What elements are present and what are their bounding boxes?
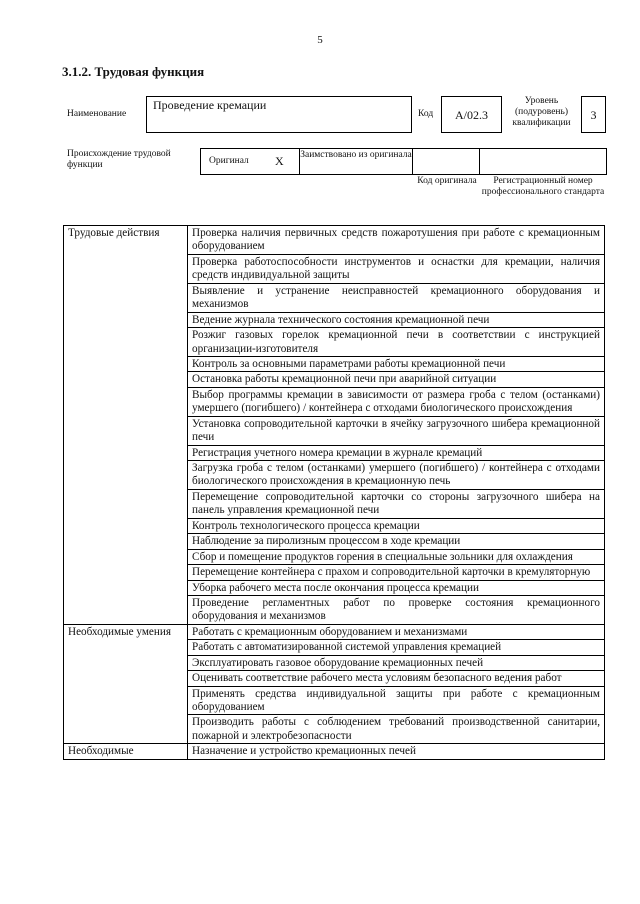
level-field: [581, 96, 606, 133]
item-cell: Контроль за основными параметрами работы кремационной печи: [188, 356, 605, 371]
table-row: [64, 640, 605, 655]
category-cell: [64, 655, 188, 670]
table-row: [64, 549, 605, 564]
category-cell: [64, 445, 188, 460]
category-cell: [64, 387, 188, 416]
table-row: [64, 226, 605, 255]
item-cell: Остановка работы кремационной печи при аварийной ситуации: [188, 372, 605, 387]
category-cell: [64, 461, 188, 490]
item-cell: Регистрация учетного номера кремации в журнале кремаций: [188, 445, 605, 460]
code-original-label: Код оригинала: [417, 176, 477, 186]
code-field: [441, 96, 502, 133]
table-row: [64, 565, 605, 580]
item-cell: Загрузка гроба с телом (останками) умершего (погибшего) / контейнера с отходами биологического происхождения в кремационную печь: [188, 461, 605, 490]
category-cell: [64, 312, 188, 327]
category-cell: [64, 686, 188, 715]
table-row: [64, 328, 605, 357]
item-cell: Наблюдение за пиролизным процессом в ходе кремации: [188, 534, 605, 549]
table-row: [64, 489, 605, 518]
item-cell: Работать с автоматизированной системой управления кремацией: [188, 640, 605, 655]
table-row: [64, 372, 605, 387]
category-cell: [64, 715, 188, 744]
table-row: [64, 595, 605, 624]
table-row: [64, 387, 605, 416]
table-row: [64, 518, 605, 533]
original-label: Оригинал: [209, 156, 249, 166]
item-cell: Перемещение сопроводительной карточки со стороны загрузочного шибера на панель управления кремационной печи: [188, 489, 605, 518]
category-cell: [64, 518, 188, 533]
category-cell: [64, 283, 188, 312]
item-cell: Уборка рабочего места после окончания процесса кремации: [188, 580, 605, 595]
table-row: [64, 655, 605, 670]
item-cell: Сбор и помещение продуктов горения в специальные зольники для охлаждения: [188, 549, 605, 564]
code-original-cell: [412, 148, 480, 175]
table-row: [64, 671, 605, 686]
reg-number-label: Регистрационный номер профессионального стандарта: [481, 176, 605, 197]
table-row: [64, 715, 605, 744]
category-cell: Необходимые: [64, 744, 188, 759]
item-cell: Назначение и устройство кремационных печей: [188, 744, 605, 759]
category-cell: [64, 356, 188, 371]
section-title: 3.1.2. Трудовая функция: [62, 64, 205, 79]
category-cell: [64, 580, 188, 595]
code-value: A/02.3: [455, 108, 488, 122]
borrowed-label: Заимствовано из оригинала: [300, 150, 412, 160]
table-row: [64, 416, 605, 445]
category-cell: Трудовые действия: [64, 226, 188, 255]
code-label: Код: [418, 109, 434, 119]
table-row: [64, 624, 605, 639]
table-row: [64, 356, 605, 371]
table-row: [64, 461, 605, 490]
item-cell: Проверка наличия первичных средств пожаротушения при работе с кремационным оборудованием: [188, 226, 605, 255]
category-cell: [64, 534, 188, 549]
original-cell: [200, 148, 300, 175]
category-cell: [64, 489, 188, 518]
item-cell: Перемещение контейнера с прахом и сопроводительной карточки в кремуляторную: [188, 565, 605, 580]
item-cell: Производить работы с соблюдением требований производственной санитарии, пожарной и электробезопасности: [188, 715, 605, 744]
table-row: [64, 686, 605, 715]
item-cell: Ведение журнала технического состояния кремационной печи: [188, 312, 605, 327]
function-table: [63, 225, 605, 760]
reg-number-cell: [479, 148, 607, 175]
category-cell: [64, 549, 188, 564]
name-field: [146, 96, 412, 133]
table-row: [64, 744, 605, 759]
item-cell: Выбор программы кремации в зависимости от размера гроба с телом (останками) умершего (погибшего) / контейнера с отходами биологического происхождения: [188, 387, 605, 416]
item-cell: Эксплуатировать газовое оборудование кремационных печей: [188, 655, 605, 670]
table-row: [64, 254, 605, 283]
category-cell: Необходимые умения: [64, 624, 188, 639]
name-label: Наименование: [67, 109, 127, 119]
table-row: [64, 312, 605, 327]
category-cell: [64, 640, 188, 655]
name-value: Проведение кремации: [153, 98, 267, 112]
category-cell: [64, 254, 188, 283]
borrowed-cell: [299, 148, 413, 175]
category-cell: [64, 595, 188, 624]
table-row: [64, 445, 605, 460]
item-cell: Проверка работоспособности инструментов и оснастки для кремации, наличия средств индивидуальной защиты: [188, 254, 605, 283]
item-cell: Выявление и устранение неисправностей кремационного оборудования и механизмов: [188, 283, 605, 312]
table-row: [64, 580, 605, 595]
category-cell: [64, 565, 188, 580]
category-cell: [64, 416, 188, 445]
category-cell: [64, 372, 188, 387]
item-cell: Оценивать соответствие рабочего места условиям безопасного ведения работ: [188, 671, 605, 686]
item-cell: Контроль технологического процесса кремации: [188, 518, 605, 533]
page-number: 5: [317, 34, 323, 46]
table-row: [64, 534, 605, 549]
original-mark: X: [275, 154, 284, 168]
item-cell: Применять средства индивидуальной защиты при работе с кремационным оборудованием: [188, 686, 605, 715]
table-row: [64, 283, 605, 312]
item-cell: Работать с кремационным оборудованием и механизмами: [188, 624, 605, 639]
item-cell: Проведение регламентных работ по проверке состояния кремационного оборудования и механизмов: [188, 595, 605, 624]
category-cell: [64, 328, 188, 357]
item-cell: Розжиг газовых горелок кремационной печи в соответствии с инструкцией организации-изготовителя: [188, 328, 605, 357]
category-cell: [64, 671, 188, 686]
level-label: Уровень (подуровень) квалификации: [512, 96, 571, 128]
level-value: 3: [590, 108, 597, 122]
item-cell: Установка сопроводительной карточки в ячейку загрузочного шибера кремационной печи: [188, 416, 605, 445]
origin-label: Происхождение трудовой функции: [67, 149, 171, 170]
